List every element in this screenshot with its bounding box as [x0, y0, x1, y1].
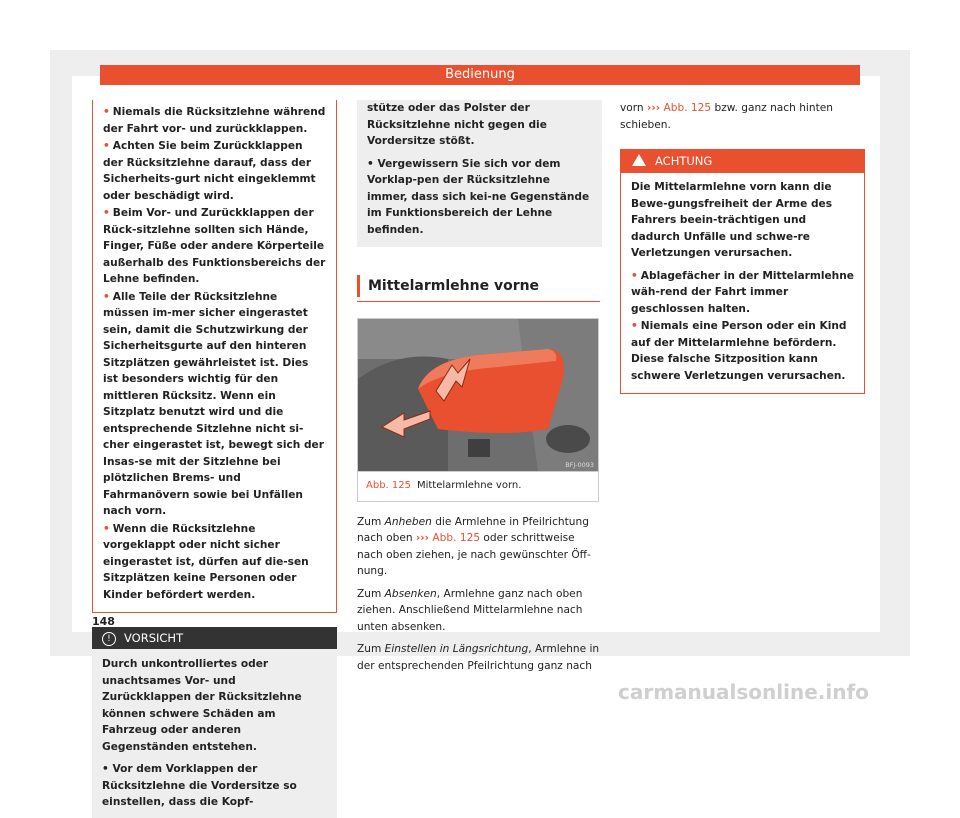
page-number: 148	[92, 615, 115, 628]
paragraph: Zum Absenken, Armlehne ganz nach oben ziehen. Anschließend Mittelarmlehne nach unten absenken.	[357, 587, 583, 633]
caution-continuation-text: stütze oder das Polster der Rücksitzlehne nicht gegen die Vordersitze stößt.	[367, 102, 547, 147]
warning-title: ACHTUNG	[655, 154, 713, 168]
figure-caption	[358, 471, 598, 501]
paragraph: Zum Einstellen in Längsrichtung, Armlehne in der entsprechenden Pfeilrichtung ganz nach	[357, 643, 600, 672]
warning-body	[620, 173, 865, 394]
section-header: Bedienung	[100, 65, 860, 85]
caption-text: Mittelarmlehne vorn.	[416, 480, 522, 491]
section-rule	[357, 301, 600, 302]
list-item: • Ablagefächer in der Mittelarmlehne wäh-rend der Fahrt immer geschlossen halten.	[631, 269, 854, 315]
list-item: • Wenn die Rücksitzlehne vorgeklappt oder nicht sicher eingerastet ist, dürfen auf die-sen Sitzplätzen keine Personen oder Kinder befördert werden.	[103, 522, 309, 601]
warning-continuation-box	[92, 100, 337, 613]
list-item: • Beim Vor- und Zurückklappen der Rück-sitzlehne sollten sich Hände, Finger, Füße oder andere Körperteile außerhalb des Funktionsbereichs der Lehne befinden.	[103, 207, 326, 285]
figure-link[interactable]: Abb. 125	[663, 102, 712, 114]
caption-label: Abb. 125	[366, 480, 411, 491]
list-item: • Vergewissern Sie sich vor dem Vorklap-pen der Rücksitzlehne immer, dass sich kei-ne Gegenstände im Funktionsbereich der Lehne befinden.	[367, 157, 590, 236]
warning-box	[620, 149, 865, 394]
figure-code: BFJ-0093	[565, 461, 594, 469]
armrest-image	[358, 319, 598, 471]
column-left	[92, 100, 337, 818]
caution-box	[92, 627, 337, 818]
info-icon: !	[102, 632, 116, 646]
caution-continuation-box	[357, 100, 602, 247]
ref-arrow[interactable]: ›››	[647, 102, 661, 114]
list-item: • Niemals eine Person oder ein Kind auf der Mittelarmlehne befördern. Diese falsche Sitzposition kann schwere Verletzungen verursachen.	[631, 320, 847, 382]
watermark: carmanualsonline.info	[618, 680, 869, 704]
paragraph: Zum Anheben die Armlehne in Pfeilrichtung nach oben ››› Abb. 125 oder schrittweise nach oben ziehen, je nach gewünschter Öff-nung.	[357, 515, 591, 577]
column-middle	[357, 100, 602, 680]
figure-link[interactable]: Abb. 125	[432, 532, 481, 544]
paragraph: vorn ››› Abb. 125 bzw. ganz nach hinten schieben.	[620, 102, 833, 131]
section-title: Mittelarmlehne vorne	[357, 275, 602, 297]
warning-text: Die Mittelarmlehne vorn kann die Bewe-gungsfreiheit der Arme des Fahrers beein-trächtigen und dadurch Unfälle und schwe-re Verletzungen verursachen.	[631, 181, 833, 259]
list-item: • Alle Teile der Rücksitzlehne müssen im-mer sicher eingerastet sein, damit die Schutzwirkung der Sicherheitsgurte auf den hinteren Sitzplätzen gewährleistet ist. Dies ist besonders wichtig für den mittleren Rücksitz. Wenn ein Sitzplatz benutzt wird und die entsprechende Sitzlehne nicht si-cher eingerastet ist, bewegt sich der Insas-se mit der Sitzlehne bei plötzlichen Brems- und Fahrmanövern sowie bei Unfällen nach vorn.	[103, 290, 324, 517]
figure-armrest	[357, 318, 599, 502]
list-item: • Niemals die Rücksitzlehne während der Fahrt vor- und zurückklappen.	[103, 106, 326, 135]
column-right	[620, 100, 865, 394]
caution-body	[92, 649, 337, 818]
caution-header	[92, 627, 337, 649]
warning-icon	[632, 154, 646, 166]
warning-header	[620, 149, 865, 173]
list-item: • Achten Sie beim Zurückklappen der Rücksitzlehne darauf, dass der Sicherheits-gurt nicht eingeklemmt oder beschädigt wird.	[103, 140, 316, 202]
caution-text: Durch unkontrolliertes oder unachtsames Vor- und Zurückklappen der Rücksitzlehne können schwere Schäden am Fahrzeug oder anderen Gegenständen entstehen.	[102, 658, 302, 753]
caution-title: VORSICHT	[124, 631, 184, 645]
list-item: • Vor dem Vorklappen der Rücksitzlehne die Vordersitze so einstellen, dass die Kopf-	[102, 763, 297, 808]
ref-arrow[interactable]: ›››	[415, 532, 430, 544]
